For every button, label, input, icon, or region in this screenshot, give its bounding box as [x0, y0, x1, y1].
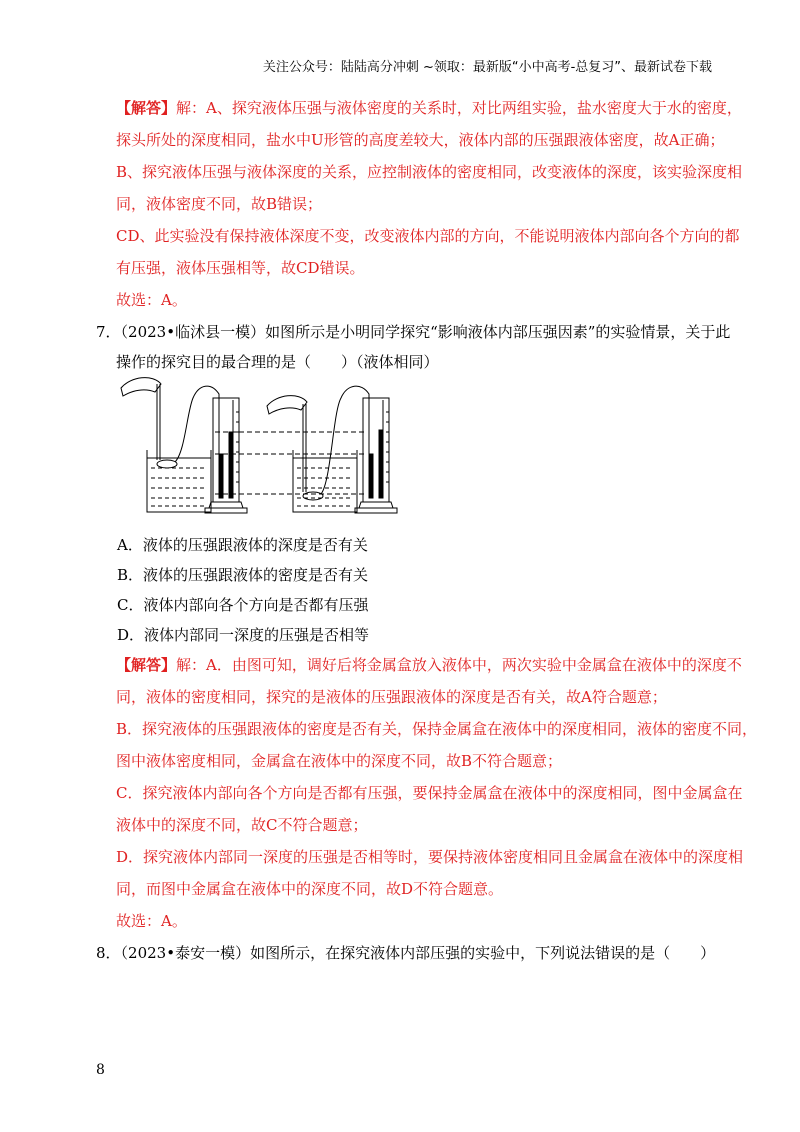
answer6-line-2: 探头所处的深度相同，盐水中U形管的高度差较大，液体内部的压强跟液体密度，故A正确； [116, 131, 725, 149]
answer7-line-7: D．探究液体内部同一深度的压强是否相等时，要保持液体密度相同且金属盒在液体中的深度相 [116, 848, 744, 866]
answer7-line-2: 同，液体的密度相同，探究的是液体的压强跟液体的深度是否有关，故A符合题意； [116, 688, 667, 706]
answer6-tag: 【解答】 [116, 99, 177, 117]
answer7-line-8: 同，而图中金属盒在液体中的深度不同，故D不符合题意。 [116, 880, 504, 898]
answer7-tag: 【解答】 [116, 656, 177, 674]
experiment-figure [115, 372, 415, 520]
option-c: C．液体内部向各个方向是否都有压强 [117, 596, 369, 614]
answer6-line-4: 同，液体密度不同，故B错误； [116, 195, 323, 213]
option-a: A．液体的压强跟液体的深度是否有关 [117, 536, 368, 554]
answer6-line-5: CD、此实验没有保持液体深度不变，改变液体内部的方向，不能说明液体内部向各个方向的都 [116, 227, 740, 245]
option-d: D．液体内部同一深度的压强是否相等 [117, 626, 370, 644]
answer7-line-4: 图中液体密度相同，金属盒在液体中的深度不同，故B不符合题意； [116, 752, 563, 770]
answer7-line-5: C．探究液体内部向各个方向是否都有压强，要保持金属盒在液体中的深度相同，图中金属盒在 [116, 784, 743, 802]
answer7-line-9: 故选：A。 [116, 912, 187, 930]
page-header: 关注公众号：陆陆高分冲刺 ~领取：最新版“小中高考-总复习”、最新试卷下载 [262, 60, 712, 75]
page-number: 8 [96, 1062, 105, 1078]
answer6-line-3: B、探究液体压强与液体深度的关系，应控制液体的密度相同，改变液体的深度，该实验深度相 [116, 163, 743, 181]
option-b: B．液体的压强跟液体的密度是否有关 [117, 566, 369, 584]
left-probe [121, 378, 177, 468]
answer7-line-6: 液体中的深度不同，故C不符合题意； [116, 816, 368, 834]
right-u-tube [355, 398, 397, 513]
answer6-line-1: 【解答】解：A、探究液体压强与液体密度的关系时，对比两组实验，盐水密度大于水的密度， [116, 99, 742, 117]
answer7-line-3: B．探究液体的压强跟液体的密度是否有关，保持金属盒在液体中的深度相同，液体的密度不同， [116, 720, 758, 738]
right-probe [267, 396, 323, 500]
answer6-line-6: 有压强，液体压强相等，故CD错误。 [116, 259, 365, 277]
question7-line-1: 7．（2023•临沭县一模）如图所示是小明同学探究“影响液体内部压强因素”的实验情景，关于此 [96, 323, 731, 341]
answer6-line-7: 故选：A。 [116, 291, 187, 309]
question7-line-2: 操作的探究目的最合理的是（ ）（液体相同） [116, 353, 439, 371]
answer7-line-1: 【解答】解：A．由图可知，调好后将金属盒放入液体中，两次实验中金属盒在液体中的深度不 [116, 656, 742, 674]
question8-line-1: 8．（2023•泰安一模）如图所示，在探究液体内部压强的实验中，下列说法错误的是（ ） [96, 944, 716, 962]
